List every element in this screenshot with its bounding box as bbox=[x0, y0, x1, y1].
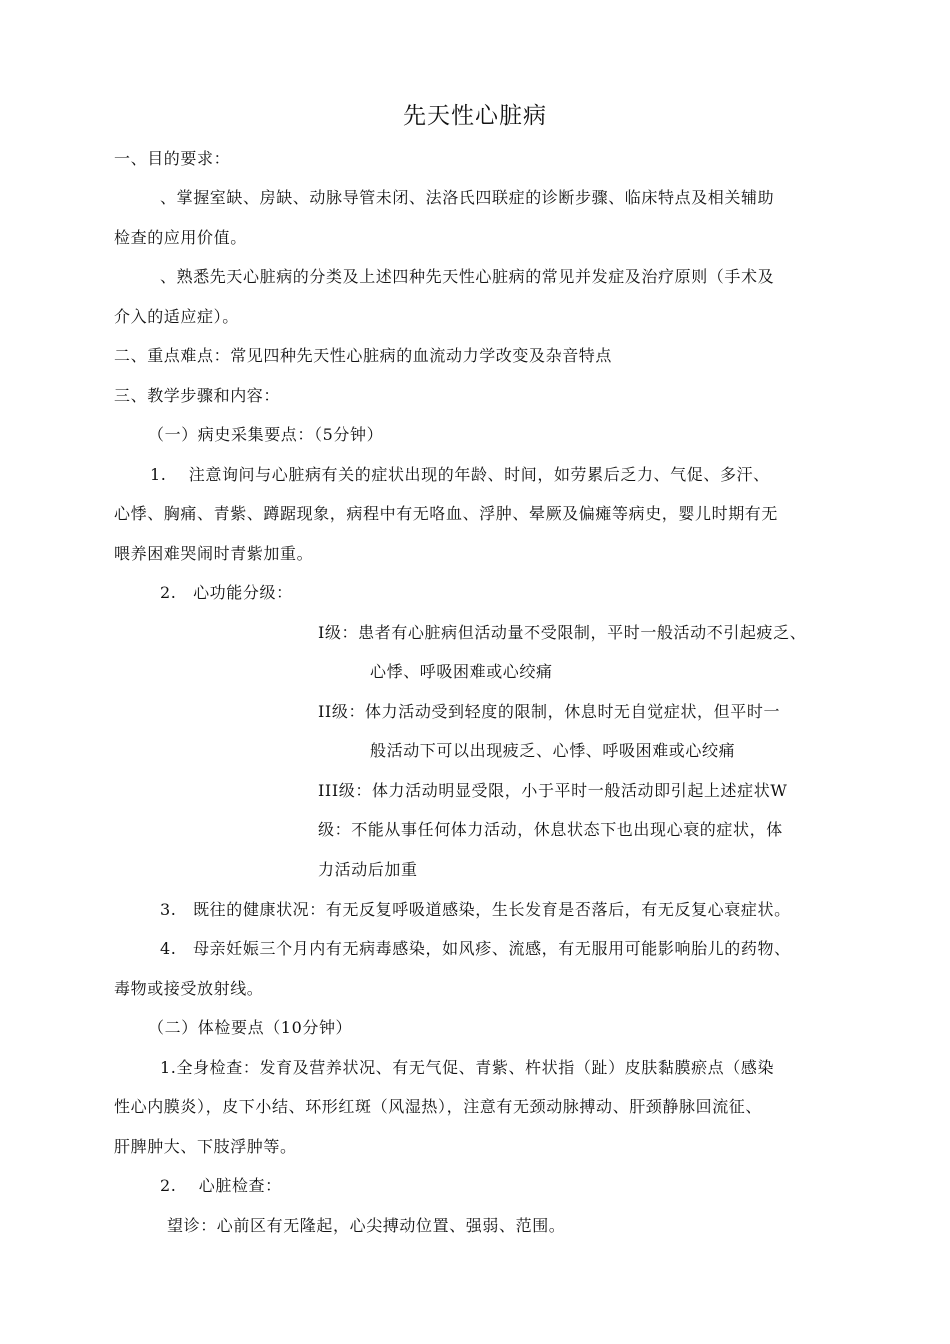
grade-line: III级：体力活动明显受限，小于平时一般活动即引起上述症状W bbox=[318, 781, 788, 800]
paragraph-line: 、掌握室缺、房缺、动脉导管未闭、法洛氏四联症的诊断步骤、临床特点及相关辅助 bbox=[160, 188, 775, 207]
list-item-heading: 2. 心功能分级： bbox=[160, 583, 293, 602]
grade-line: 力活动后加重 bbox=[318, 860, 418, 879]
subsection-heading-exam: （二）体检要点（10分钟） bbox=[148, 1018, 353, 1037]
paragraph-line: 3. 既往的健康状况：有无反复呼吸道感染，生长发育是否落后，有无反复心衰症状。 bbox=[160, 900, 791, 919]
paragraph-line: 1. 注意询问与心脏病有关的症状出现的年龄、时间，如劳累后乏力、气促、多汗、 bbox=[150, 465, 770, 484]
grade-line: I级：患者有心脏病但活动量不受限制，平时一般活动不引起疲乏、 bbox=[318, 623, 807, 642]
paragraph-line: 4. 母亲妊娠三个月内有无病毒感染，如风疹、流感，有无服用可能影响胎儿的药物、 bbox=[160, 939, 791, 958]
paragraph-line: 毒物或接受放射线。 bbox=[114, 979, 264, 998]
paragraph-line: 性心内膜炎），皮下小结、环形红斑（风湿热），注意有无颈动脉搏动、肝颈静脉回流征、 bbox=[114, 1097, 763, 1116]
grade-line: II级：体力活动受到轻度的限制，休息时无自觉症状，但平时一 bbox=[318, 702, 781, 721]
paragraph-line: 检查的应用价值。 bbox=[114, 228, 247, 247]
section-heading-teaching-steps: 三、教学步骤和内容： bbox=[114, 386, 281, 405]
paragraph-line: 介入的适应症）。 bbox=[114, 307, 239, 326]
paragraph-line: 、熟悉先天心脏病的分类及上述四种先天性心脏病的常见并发症及治疗原则（手术及 bbox=[160, 267, 775, 286]
subsection-heading-history: （一）病史采集要点：（5分钟） bbox=[148, 425, 384, 444]
document-title: 先天性心脏病 bbox=[403, 103, 547, 129]
section-heading-key-points: 二、重点难点：常见四种先天性心脏病的血流动力学改变及杂音特点 bbox=[114, 346, 613, 365]
section-heading-objectives: 一、目的要求： bbox=[114, 149, 231, 168]
paragraph-line: 心悸、胸痛、青紫、蹲踞现象，病程中有无咯血、浮肿、晕厥及偏瘫等病史，婴儿时期有无 bbox=[114, 504, 779, 523]
paragraph-line: 望诊：心前区有无隆起，心尖搏动位置、强弱、范围。 bbox=[167, 1216, 566, 1235]
grade-line: 级：不能从事任何体力活动，休息状态下也出现心衰的症状，体 bbox=[318, 820, 783, 839]
grade-line: 心悸、呼吸困难或心绞痛 bbox=[370, 662, 553, 681]
list-item-heading: 2. 心脏检查： bbox=[160, 1176, 282, 1195]
grade-line: 般活动下可以出现疲乏、心悸、呼吸困难或心绞痛 bbox=[370, 741, 736, 760]
paragraph-line: 喂养困难哭闹时青紫加重。 bbox=[114, 544, 314, 563]
paragraph-line: 1.全身检查：发育及营养状况、有无气促、青紫、杵状指（趾）皮肤黏膜瘀点（感染 bbox=[160, 1058, 775, 1077]
paragraph-line: 肝脾肿大、下肢浮肿等。 bbox=[114, 1137, 297, 1156]
